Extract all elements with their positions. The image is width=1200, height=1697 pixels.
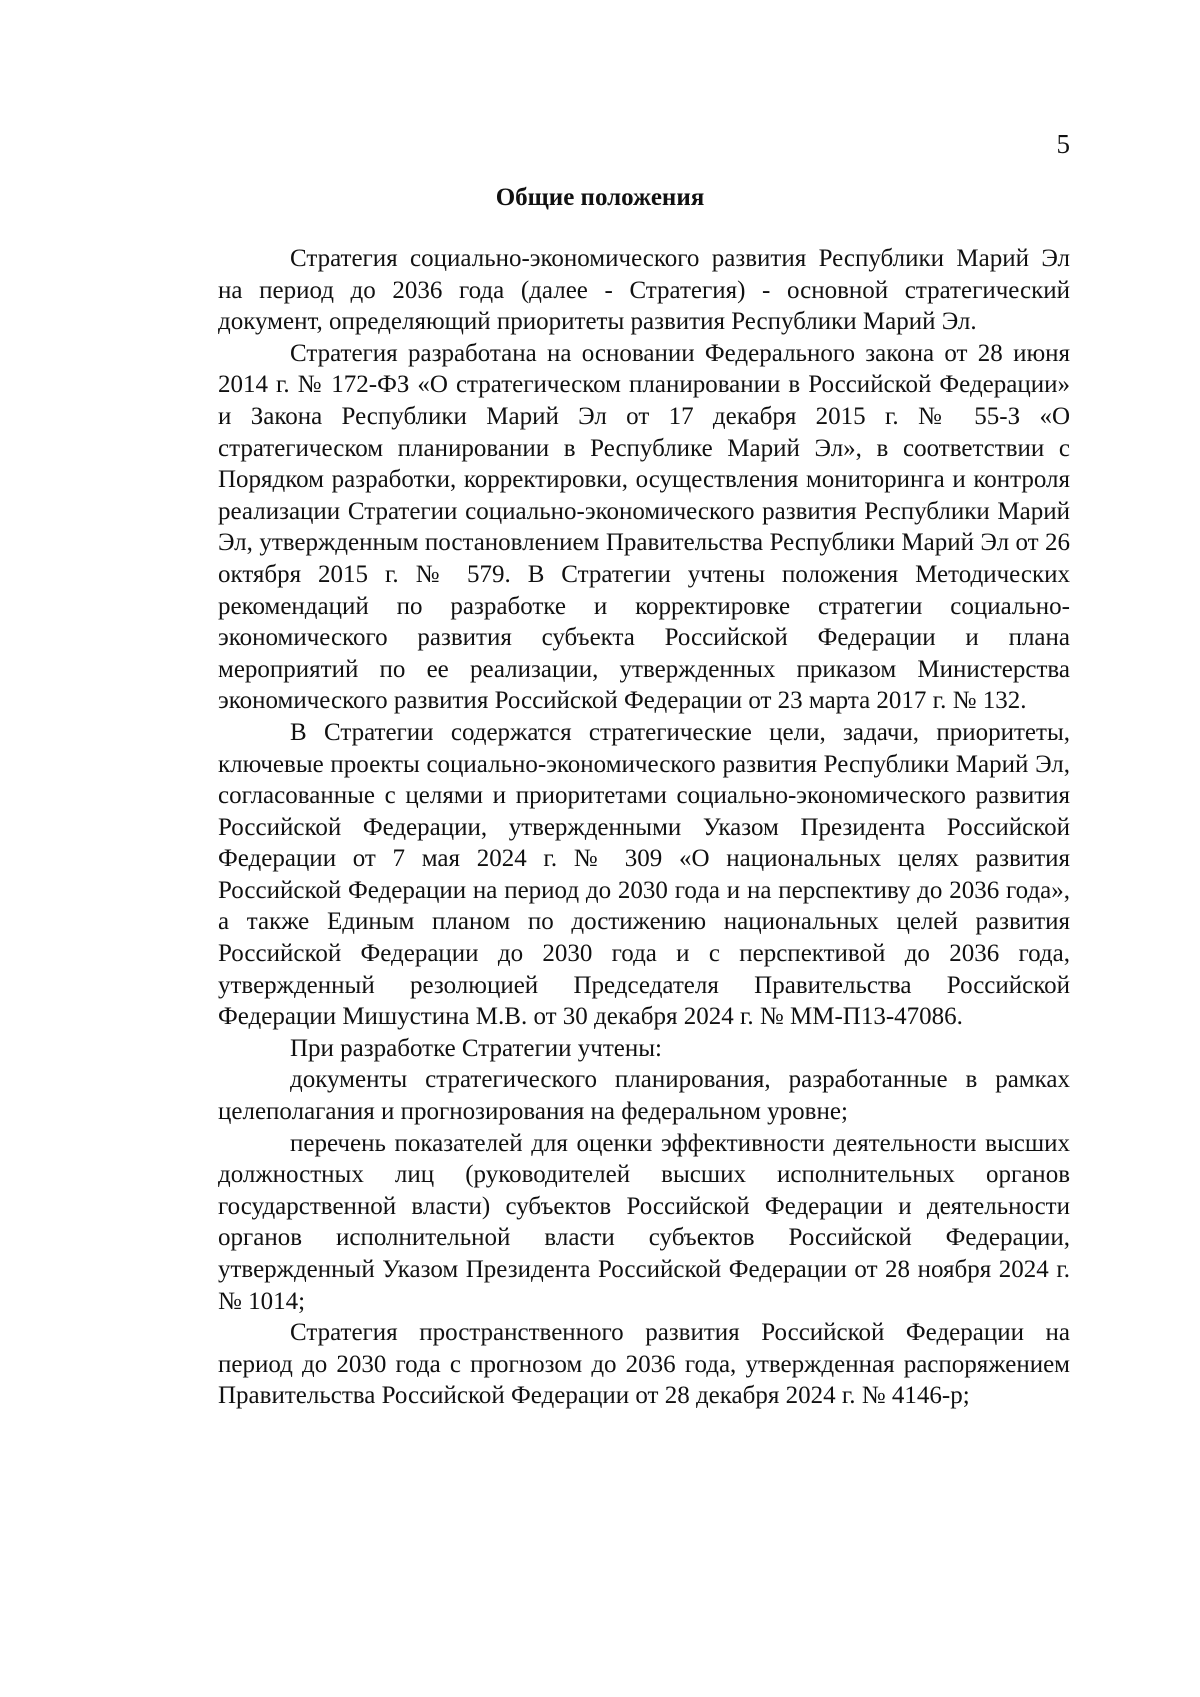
paragraph-strategy-contents: В Стратегии содержатся стратегические цели, задачи, приоритеты, ключевые проекты социально-экономического развития Республики Марий Эл, согласованные с целями и приоритетами социально-экономического развития Российской Федерации, утвержденными Указом Президента Российской Федерации от 7 мая 2024 г. № 309 «О национальных целях развития Российской Федерации на период до 2030 года и на перспективу до 2036 года», а также Единым планом по достижению национальных целей развития Российской Федерации до 2030 года и с перспективой до 2036 года, утвержденный резолюцией Председателя Правительства Российской Федерации Мишустина М.В. от 30 декабря 2024 г. № ММ-П13-47086. (218, 718, 1070, 1031)
paragraph-considered-intro: При разработке Стратегии учтены: (290, 1034, 662, 1062)
list-item-spatial-strategy: Стратегия пространственного развития Российской Федерации на период до 2030 года с прогнозом до 2036 года, утвержденная распоряжением Правительства Российской Федерации от 28 декабря 2024 г. № 4146-р; (218, 1319, 1070, 1410)
paragraph-strategy-definition: Стратегия социально-экономического развития Республики Марий Эл на период до 2036 года (далее - Стратегия) - основной стратегический документ, определяющий приоритеты развития Республики Марий Эл. (218, 245, 1070, 336)
section-heading: Общие положения (495, 184, 705, 211)
list-item-performance-indicators: перечень показателей для оценки эффективности деятельности высших должностных лиц (руководителей высших исполнительных органов государственной власти) субъектов Российской Федерации и деятельности органов исполнительной власти субъектов Российской Федерации, утвержденный Указом Президента Российской Федерации от 28 ноября 2024 г. № 1014; (218, 1129, 1070, 1315)
body-text (218, 243, 1070, 1412)
list-item-planning-documents: документы стратегического планирования, разработанные в рамках целеполагания и прогнозирования на федеральном уровне; (218, 1066, 1070, 1126)
paragraph-legal-basis: Стратегия разработана на основании Федерального закона от 28 июня 2014 г. № 172-ФЗ «О стратегическом планировании в Российской Федерации» и Закона Республики Марий Эл от 17 декабря 2015 г. № 55-З «О стратегическом планировании в Республике Марий Эл», в соответствии с Порядком разработки, корректировки, осуществления мониторинга и контроля реализации Стратегии социально-экономического развития Республики Марий Эл, утвержденным постановлением Правительства Республики Марий Эл от 26 октября 2015 г. № 579. В Стратегии учтены положения Методических рекомендаций по разработке и корректировке стратегии социально-экономического развития субъекта Российской Федерации и плана мероприятий по ее реализации, утвержденных приказом Министерства экономического развития Российской Федерации от 23 марта 2017 г. № 132. (218, 339, 1070, 715)
page-number: 5 (1056, 129, 1070, 159)
